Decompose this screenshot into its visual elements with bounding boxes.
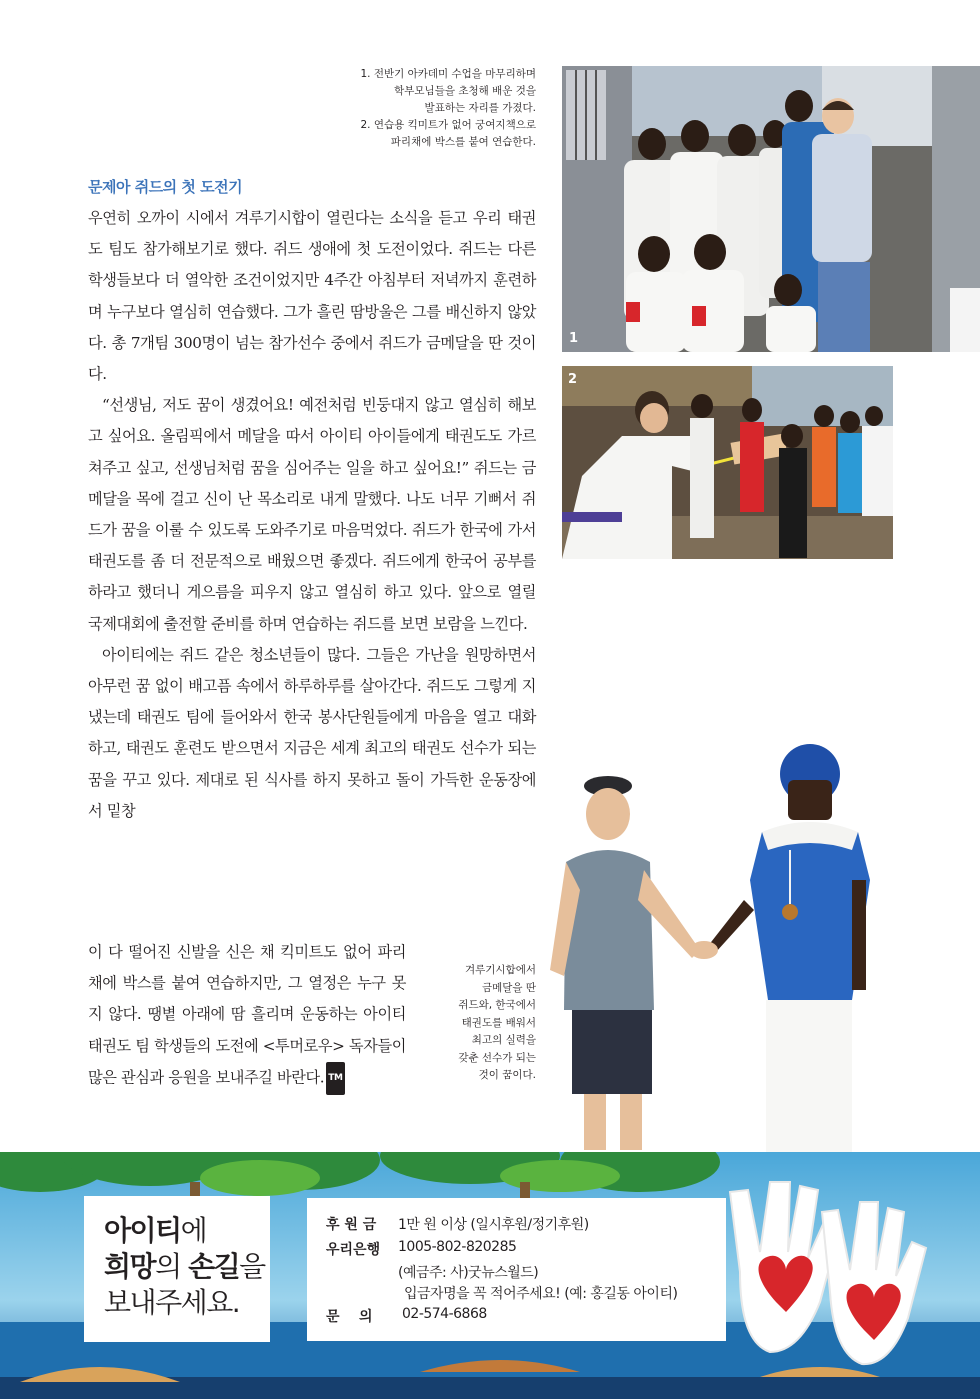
caption-line: 발표하는 자리를 가졌다. bbox=[424, 102, 536, 114]
caption-line: 겨루기시합에서 bbox=[464, 964, 536, 976]
section-heading: 문제아 쥐드의 첫 도전기 bbox=[88, 178, 243, 196]
banner-title-text: 에 bbox=[180, 1214, 207, 1247]
caption-line: 최고의 실력을 bbox=[471, 1034, 536, 1046]
caption-line: 태권도를 배워서 bbox=[461, 1016, 536, 1029]
caption-line: 파리채에 박스를 붙여 연습한다. bbox=[390, 136, 536, 148]
banner-title-emphasis: 희망 bbox=[104, 1250, 156, 1283]
article-paragraph-text: 이 다 떨어진 신발을 신은 채 킥미트도 없어 파리채에 박스를 붙여 연습하지만, 그 열정은 누구 못지 않다. 땡볕 아래에 땀 흘리며 운동하는 아이티 태권도 팀 학생들의 도전에 <투머로우> 독자들이 많은 관심과 응원을 보내주길 바란다. bbox=[88, 943, 406, 1087]
banner-title-text: 의 bbox=[155, 1250, 189, 1283]
photo-number: 1 bbox=[569, 331, 579, 346]
caption-line: 쥐드와, 한국에서 bbox=[458, 999, 536, 1011]
photo-handshake-medalist bbox=[540, 740, 870, 1152]
caption-line: 갖춘 선수가 되는 bbox=[458, 1051, 536, 1064]
article-body bbox=[88, 203, 536, 827]
banner-title bbox=[104, 1213, 265, 1321]
contact-phone: 02-574-6868 bbox=[402, 1306, 487, 1322]
banner-title-line bbox=[104, 1213, 265, 1249]
caption-line: 것이 꿈이다. bbox=[478, 1069, 536, 1081]
caption-line: 1. 전반기 아카데미 수업을 마무리하며 bbox=[360, 68, 536, 80]
banner-title-line bbox=[104, 1249, 265, 1285]
bank-note: 입금자명을 꼭 적어주세요! (예: 홍길동 아이티) bbox=[404, 1286, 678, 1302]
photo-caption-right bbox=[428, 962, 536, 1085]
caption-line: 학부모님들을 초청해 배운 것을 bbox=[394, 85, 536, 97]
bank-account: 1005-802-820285 bbox=[398, 1239, 517, 1255]
donation-value: 1만 원 이상 (일시후원/정기후원) bbox=[398, 1217, 589, 1233]
photo-captions-top bbox=[300, 66, 536, 151]
banner-title-text: 을 bbox=[239, 1250, 265, 1283]
donation-label: 후 원 금 bbox=[326, 1217, 377, 1233]
banner-title-emphasis: 아이티 bbox=[104, 1214, 181, 1247]
end-mark: TM bbox=[326, 1062, 344, 1095]
banner-title-line: 보내주세요. bbox=[104, 1286, 240, 1319]
caption-line: 2. 연습용 킥미트가 없어 궁여지책으로 bbox=[360, 119, 536, 131]
article-paragraph: “선생님, 저도 꿈이 생겼어요! 예전처럼 빈둥대지 않고 열심히 해보고 싶어요. 올림픽에서 메달을 따서 아이티 아이들에게 태권도도 가르쳐주고 싶고, 선생님처럼 꿈을 심어주는 일을 하고 싶어요!” 쥐드는 금메달을 목에 걸고 신이 난 목소리로 내게 말했다. 나도 너무 기뻐서 쥐드가 꿈을 이룰 수 있도록 도와주기로 마음먹었다. 쥐드가 한국에 가서 태권도를 좀 더 전문적으로 배웠으면 좋겠다. 쥐드에게 한국어 공부를 하라고 했더니 게으름을 피우지 않고 열심히 하고 있다. 앞으로 열릴 국제대회에 출전할 준비를 하며 연습하는 쥐드를 보면 보람을 느낀다. bbox=[88, 396, 536, 633]
article-paragraph: 아이티에는 쥐드 같은 청소년들이 많다. 그들은 가난을 원망하면서 아무런 꿈 없이 배고픔 속에서 하루하루를 살아간다. 쥐드도 그렇게 지냈는데 태권도 팀에 들어와서 한국 봉사단원들에게 마음을 열고 대화하고, 태권도 훈련도 받으면서 지금은 세계 최고의 태권도 선수가 되는 꿈을 꾸고 있다. 제대로 된 식사를 하지 못하고 돌이 가득한 운동장에서 밑창 bbox=[88, 645, 536, 820]
contact-label: 문 의 bbox=[326, 1309, 373, 1325]
article-paragraph: 우연히 오까이 시에서 겨루기시합이 열린다는 소식을 듣고 우리 태권도 팀도 참가해보기로 했다. 쥐드 생애에 첫 도전이었다. 쥐드는 다른 학생들보다 더 열악한 조건이었지만 4주간 아침부터 저녁까지 훈련하며 누구보다 열심히 연습했다. 그가 흘린 땀방울은 그를 배신하지 않았다. 총 7개팀 300명이 넘는 참가선수 중에서 쥐드가 금메달을 딴 것이다. bbox=[88, 209, 536, 384]
article-paragraph-narrow bbox=[88, 937, 406, 1095]
article-body-narrow bbox=[88, 937, 406, 1095]
caption-line: 금메달을 딴 bbox=[481, 981, 536, 994]
photo-kick-practice bbox=[562, 366, 893, 559]
photo-group-students bbox=[562, 66, 980, 352]
banner-title-emphasis: 손길 bbox=[188, 1250, 240, 1283]
photo-number: 2 bbox=[568, 372, 578, 387]
bank-label: 우리은행 bbox=[326, 1242, 381, 1258]
bank-holder: (예금주: 사)굿뉴스월드) bbox=[398, 1265, 539, 1281]
